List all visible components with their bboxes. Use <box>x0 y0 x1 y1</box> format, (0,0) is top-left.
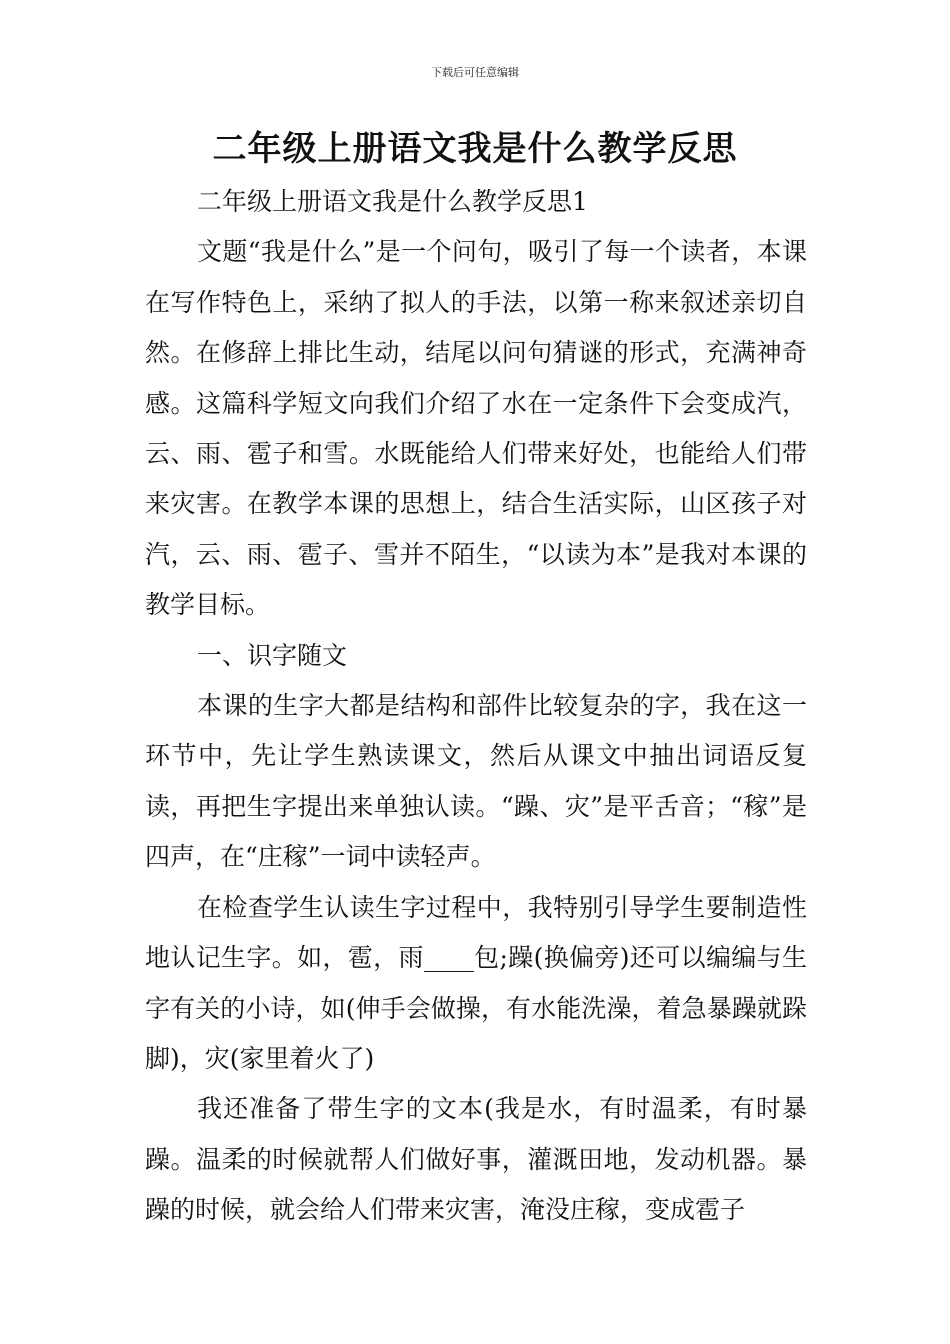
body-paragraph: 在检查学生认读生字过程中，我特别引导学生要制造性地认记生字。如，雹，雨____包;躁(换偏旁)还可以编编与生字有关的小诗，如(伸手会做操，有水能洗澡，着急暴躁就跺脚)，灾(家里着火了) <box>145 892 807 1073</box>
subtitle-paragraph: 二年级上册语文我是什么教学反思1 <box>197 187 588 216</box>
body-paragraph: 我还准备了带生字的文本(我是水，有时温柔，有时暴躁。温柔的时候就帮人们做好事，灌溉田地，发动机器。暴躁的时候，就会给人们带来灾害，淹没庄稼，变成雹子 <box>145 1094 807 1225</box>
page-header-note: 下载后可任意编辑 <box>431 66 519 79</box>
document-body <box>145 177 807 1236</box>
section-heading: 一、识字随文 <box>197 640 348 670</box>
body-paragraph: 本课的生字大都是结构和部件比较复杂的字，我在这一环节中，先让学生熟读课文，然后从课文中抽出词语反复读，再把生字提出来单独认读。“躁、灾”是平舌音；“稼”是四声，在“庄稼”一词中读轻声。 <box>145 691 807 872</box>
body-paragraph: 文题“我是什么”是一个问句，吸引了每一个读者，本课在写作特色上，采纳了拟人的手法，以第一称来叙述亲切自然。在修辞上排比生动，结尾以问句猜谜的形式，充满神奇感。这篇科学短文向我们介绍了水在一定条件下会变成汽，云、雨、雹子和雪。水既能给人们带来好处，也能给人们带来灾害。在教学本课的思想上，结合生活实际，山区孩子对汽，云、雨、雹子、雪并不陌生，“以读为本”是我对本课的教学目标。 <box>145 237 807 620</box>
document-title: 二年级上册语文我是什么教学反思 <box>212 129 738 169</box>
